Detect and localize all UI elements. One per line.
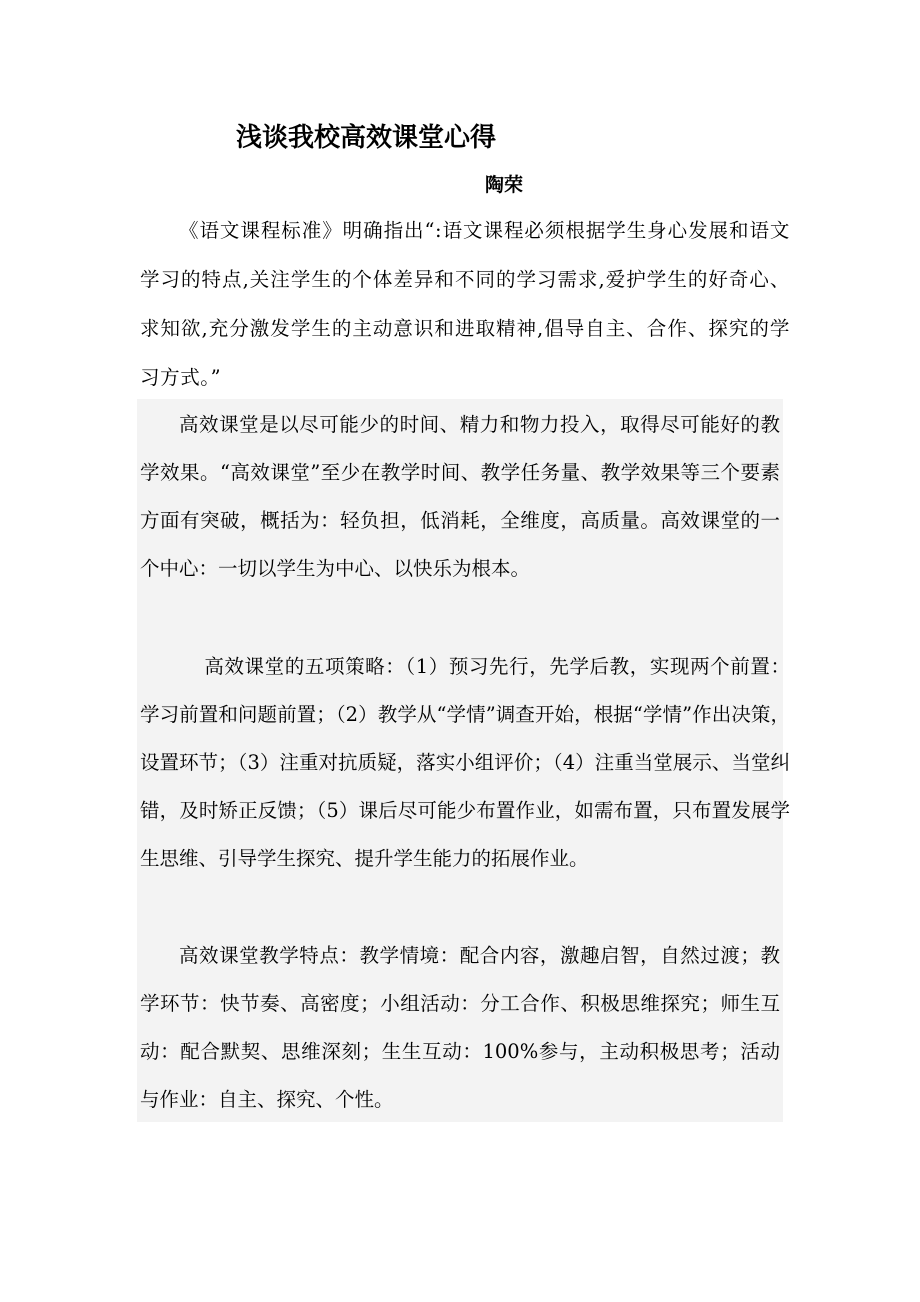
paragraph-five-strategies: 高效课堂的五项策略：（1）预习先行，先学后教，实现两个前置：学习前置和问题前置；（2）教学从“学情”调查开始，根据“学情”作出决策，设置环节；（3）注重对抗质疑，落实小组评价；（4）注重当堂展示、当堂纠错，及时矫正反馈；（5）课后尽可能少布置作业，如需布置，只布置发展学生思维、引导学生探究、提升学生能力的拓展作业。 — [140, 655, 790, 870]
paragraph-teaching-features: 高效课堂教学特点：教学情境：配合内容，激趣启智，自然过渡；教学环节：快节奏、高密度；小组活动：分工合作、积极思维探究；师生互动：配合默契、思维深刻；生生互动：100%参与，主动积极思考；活动与作业：自主、探究、个性。 — [140, 944, 780, 1111]
paragraph-definition: 高效课堂是以尽可能少的时间、精力和物力投入，取得尽可能好的教学效果。“高效课堂”至少在教学时间、教学任务量、教学效果等三个要素方面有突破，概括为：轻负担，低消耗，全维度，高质量。高效课堂的一个中心：一切以学生为中心、以快乐为根本。 — [140, 413, 780, 580]
paragraph-curriculum-quote: 《语文课程标准》明确指出“:语文课程必须根据学生身心发展和语文学习的特点,关注学生的个体差异和不同的学习需求,爱护学生的好奇心、求知欲,充分激发学生的主动意识和进取精神,倡导自主、合作、探究的学习方式。” — [140, 219, 790, 389]
document-title: 浅谈我校高效课堂心得 — [236, 123, 497, 153]
author-name: 陶荣 — [485, 174, 524, 196]
